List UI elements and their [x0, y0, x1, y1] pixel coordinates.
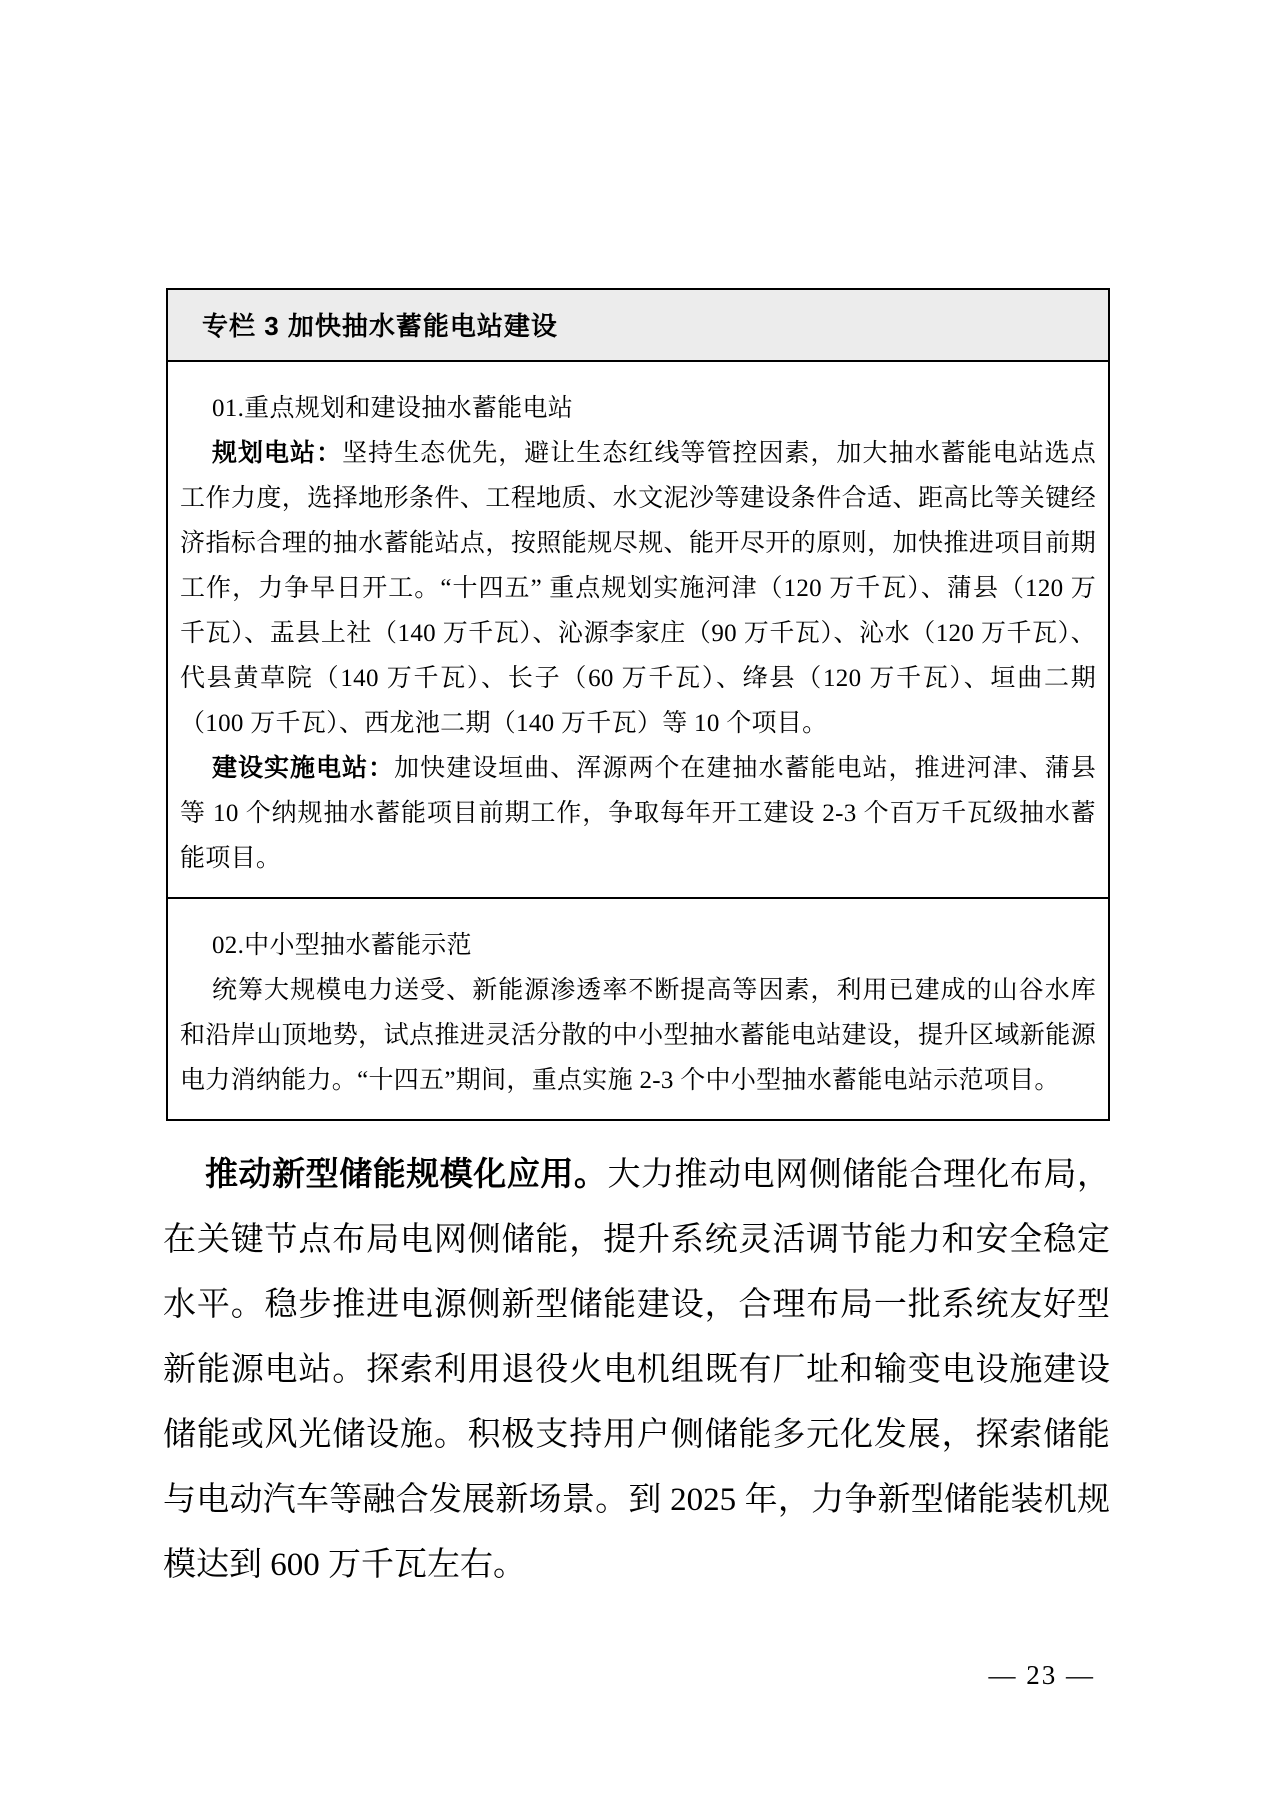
paragraph-lead-planning: 规划电站：	[212, 439, 343, 467]
main-paragraph-lead: 推动新型储能规模化应用。	[205, 1155, 608, 1192]
paragraph-text-construction: 加快建设垣曲、浑源两个在建抽水蓄能电站，推进河津、蒲县等 10 个纳规抽水蓄能项目前期工作，争取每年开工建设 2-3 个百万千瓦级抽水蓄能项目。	[180, 755, 1096, 872]
section-02-heading: 02.中小型抽水蓄能示范	[212, 932, 472, 959]
section-02-paragraph-demo	[180, 968, 1096, 1103]
panel-title: 专栏 3 加快抽水蓄能电站建设	[202, 311, 558, 341]
main-paragraph-text: 大力推动电网侧储能合理化布局，在关键节点布局电网侧储能，提升系统灵活调节能力和安全稳定水平。稳步推进电源侧新型储能建设，合理布局一批系统友好型新能源电站。探索利用退役火电机组既有厂址和输变电设施建设储能或风光储设施。积极支持用户侧储能多元化发展，探索储能与电动汽车等融合发展新场景。到 2025 年，力争新型储能装机规模达到 600 万千瓦左右。	[163, 1157, 1111, 1583]
panel-header	[168, 290, 1108, 362]
page-number: — 23 —	[988, 1660, 1095, 1690]
column-3-panel	[166, 288, 1110, 1121]
panel-section-01	[168, 362, 1108, 897]
section-01-paragraph-construction	[180, 746, 1096, 881]
paragraph-lead-construction: 建设实施电站：	[212, 754, 395, 782]
paragraph-text-planning: 坚持生态优先，避让生态红线等管控因素，加大抽水蓄能电站选点工作力度，选择地形条件、工程地质、水文泥沙等建设条件合适、距高比等关键经济指标合理的抽水蓄能站点，按照能规尽规、能开尽开的原则，加快推进项目前期工作，力争早日开工。“十四五” 重点规划实施河津（120 万千瓦）、蒲县（120 万千瓦）、盂县上社（140 万千瓦）、沁源李家庄（90 万千瓦）、沁水（120 万千瓦）、代县黄草院（140 万千瓦）、长子（60 万千瓦）、绛县（120 万千瓦）、垣曲二期（100 万千瓦）、西龙池二期（140 万千瓦）等 10 个项目。	[180, 440, 1096, 737]
paragraph-text-demo: 统筹大规模电力送受、新能源渗透率不断提高等因素，利用已建成的山谷水库和沿岸山顶地势，试点推进灵活分散的中小型抽水蓄能电站建设，提升区域新能源电力消纳能力。“十四五”期间，重点实施 2-3 个中小型抽水蓄能电站示范项目。	[180, 977, 1096, 1094]
main-paragraph	[163, 1141, 1110, 1598]
panel-section-02	[168, 897, 1108, 1119]
section-01-paragraph-planning	[180, 431, 1096, 746]
section-01-heading: 01.重点规划和建设抽水蓄能电站	[212, 395, 574, 422]
